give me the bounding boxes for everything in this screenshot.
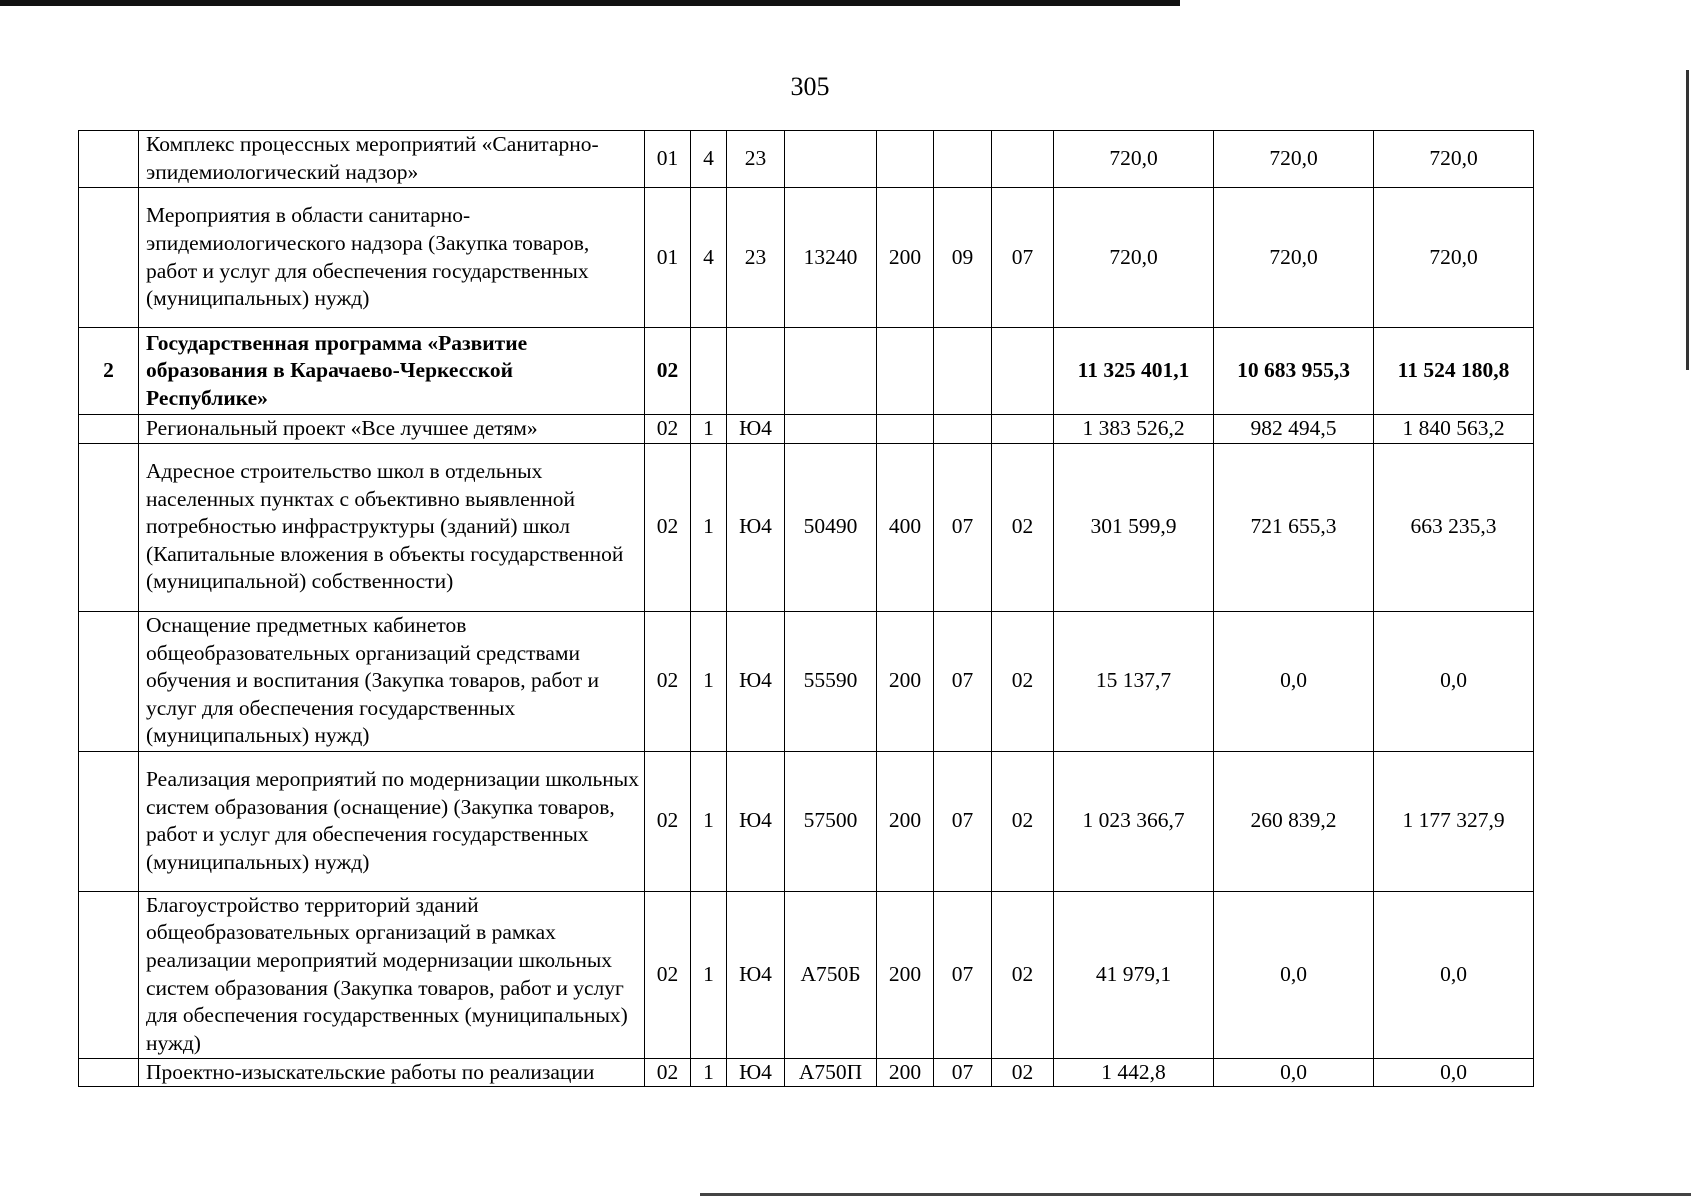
scan-border-bottom [700, 1193, 1691, 1196]
code-direction: 57500 [785, 751, 877, 891]
scan-border-top [0, 0, 1180, 6]
amount-year-2: 0,0 [1214, 1058, 1374, 1087]
amount-year-2: 260 839,2 [1214, 751, 1374, 891]
code-program: 02 [645, 328, 691, 415]
code-type [691, 328, 727, 415]
amount-year-3: 663 235,3 [1374, 443, 1534, 611]
amount-year-3: 11 524 180,8 [1374, 328, 1534, 415]
code-subsection: 02 [992, 611, 1054, 751]
amount-year-1: 1 383 526,2 [1054, 415, 1214, 444]
code-structure [727, 328, 785, 415]
code-expense-type: 200 [877, 1058, 934, 1087]
code-type: 4 [691, 131, 727, 188]
amount-year-2: 0,0 [1214, 611, 1374, 751]
code-direction: 55590 [785, 611, 877, 751]
table-row [79, 328, 1534, 415]
amount-year-2: 720,0 [1214, 188, 1374, 328]
amount-year-2: 982 494,5 [1214, 415, 1374, 444]
code-subsection: 02 [992, 891, 1054, 1058]
row-number [79, 131, 139, 188]
amount-year-1: 301 599,9 [1054, 443, 1214, 611]
code-subsection [992, 415, 1054, 444]
amount-year-1: 11 325 401,1 [1054, 328, 1214, 415]
code-section [934, 415, 992, 444]
row-number [79, 751, 139, 891]
amount-year-1: 720,0 [1054, 131, 1214, 188]
row-number: 2 [79, 328, 139, 415]
scan-border-right [1686, 70, 1689, 370]
code-program: 02 [645, 415, 691, 444]
row-name: Адресное строительство школ в отдельных населенных пунктах с объективно выявленной потребностью инфраструктуры (зданий) школ (Капитальные вложения в объекты государственной (муниципальной) собственности) [139, 443, 645, 611]
row-name: Государственная программа «Развитие образования в Карачаево-Черкесской Республике» [139, 328, 645, 415]
row-number [79, 443, 139, 611]
code-section [934, 328, 992, 415]
code-type: 1 [691, 891, 727, 1058]
amount-year-1: 1 023 366,7 [1054, 751, 1214, 891]
code-program: 01 [645, 131, 691, 188]
code-direction: 13240 [785, 188, 877, 328]
amount-year-3: 720,0 [1374, 188, 1534, 328]
code-program: 02 [645, 751, 691, 891]
amount-year-3: 0,0 [1374, 891, 1534, 1058]
code-type: 1 [691, 415, 727, 444]
code-program: 02 [645, 611, 691, 751]
code-program: 01 [645, 188, 691, 328]
code-section: 07 [934, 1058, 992, 1087]
table-row [79, 611, 1534, 751]
code-direction: 50490 [785, 443, 877, 611]
amount-year-3: 1 177 327,9 [1374, 751, 1534, 891]
row-number [79, 188, 139, 328]
code-expense-type: 200 [877, 611, 934, 751]
code-structure: Ю4 [727, 1058, 785, 1087]
code-direction: А750Б [785, 891, 877, 1058]
row-name: Оснащение предметных кабинетов общеобразовательных организаций средствами обучения и воспитания (Закупка товаров, работ и услуг для обеспечения государственных (муниципальных) нужд) [139, 611, 645, 751]
code-section: 09 [934, 188, 992, 328]
code-program: 02 [645, 891, 691, 1058]
amount-year-3: 720,0 [1374, 131, 1534, 188]
table-row [79, 188, 1534, 328]
code-direction [785, 131, 877, 188]
code-section [934, 131, 992, 188]
amount-year-2: 0,0 [1214, 891, 1374, 1058]
table-row [79, 415, 1534, 444]
code-structure: Ю4 [727, 443, 785, 611]
budget-table [78, 130, 1534, 1087]
code-subsection: 07 [992, 188, 1054, 328]
row-name: Реализация мероприятий по модернизации школьных систем образования (оснащение) (Закупка товаров, работ и услуг для обеспечения государственных (муниципальных) нужд) [139, 751, 645, 891]
code-expense-type: 400 [877, 443, 934, 611]
code-subsection [992, 131, 1054, 188]
amount-year-3: 1 840 563,2 [1374, 415, 1534, 444]
code-expense-type [877, 328, 934, 415]
amount-year-1: 41 979,1 [1054, 891, 1214, 1058]
code-type: 1 [691, 611, 727, 751]
code-type: 4 [691, 188, 727, 328]
code-type: 1 [691, 443, 727, 611]
code-structure: 23 [727, 188, 785, 328]
code-structure: Ю4 [727, 611, 785, 751]
row-number [79, 611, 139, 751]
amount-year-3: 0,0 [1374, 1058, 1534, 1087]
code-expense-type [877, 131, 934, 188]
table-row [79, 131, 1534, 188]
code-expense-type [877, 415, 934, 444]
row-number [79, 1058, 139, 1087]
amount-year-1: 1 442,8 [1054, 1058, 1214, 1087]
page-number: 305 [790, 72, 830, 101]
table-row [79, 1058, 1534, 1087]
row-number [79, 891, 139, 1058]
code-section: 07 [934, 751, 992, 891]
table-body [79, 131, 1534, 1087]
code-direction [785, 415, 877, 444]
code-subsection: 02 [992, 1058, 1054, 1087]
code-section: 07 [934, 611, 992, 751]
code-subsection: 02 [992, 751, 1054, 891]
row-number [79, 415, 139, 444]
code-direction: А750П [785, 1058, 877, 1087]
code-subsection: 02 [992, 443, 1054, 611]
code-program: 02 [645, 1058, 691, 1087]
code-direction [785, 328, 877, 415]
code-type: 1 [691, 1058, 727, 1087]
code-structure: 23 [727, 131, 785, 188]
code-structure: Ю4 [727, 891, 785, 1058]
amount-year-2: 720,0 [1214, 131, 1374, 188]
amount-year-1: 15 137,7 [1054, 611, 1214, 751]
amount-year-2: 721 655,3 [1214, 443, 1374, 611]
row-name: Благоустройство территорий зданий общеобразовательных организаций в рамках реализации мероприятий модернизации школьных систем образования (Закупка товаров, работ и услуг для обеспечения государственных (муниципальных) нужд) [139, 891, 645, 1058]
amount-year-3: 0,0 [1374, 611, 1534, 751]
code-expense-type: 200 [877, 188, 934, 328]
code-section: 07 [934, 443, 992, 611]
row-name: Комплекс процессных мероприятий «Санитарно-эпидемиологический надзор» [139, 131, 645, 188]
code-subsection [992, 328, 1054, 415]
row-name: Мероприятия в области санитарно-эпидемиологического надзора (Закупка товаров, работ и услуг для обеспечения государственных (муниципальных) нужд) [139, 188, 645, 328]
row-name: Проектно-изыскательские работы по реализации [139, 1058, 645, 1087]
table-row [79, 891, 1534, 1058]
code-program: 02 [645, 443, 691, 611]
code-type: 1 [691, 751, 727, 891]
row-name: Региональный проект «Все лучшее детям» [139, 415, 645, 444]
table-row [79, 751, 1534, 891]
code-expense-type: 200 [877, 891, 934, 1058]
table-row [79, 443, 1534, 611]
amount-year-2: 10 683 955,3 [1214, 328, 1374, 415]
code-section: 07 [934, 891, 992, 1058]
code-expense-type: 200 [877, 751, 934, 891]
code-structure: Ю4 [727, 415, 785, 444]
code-structure: Ю4 [727, 751, 785, 891]
amount-year-1: 720,0 [1054, 188, 1214, 328]
